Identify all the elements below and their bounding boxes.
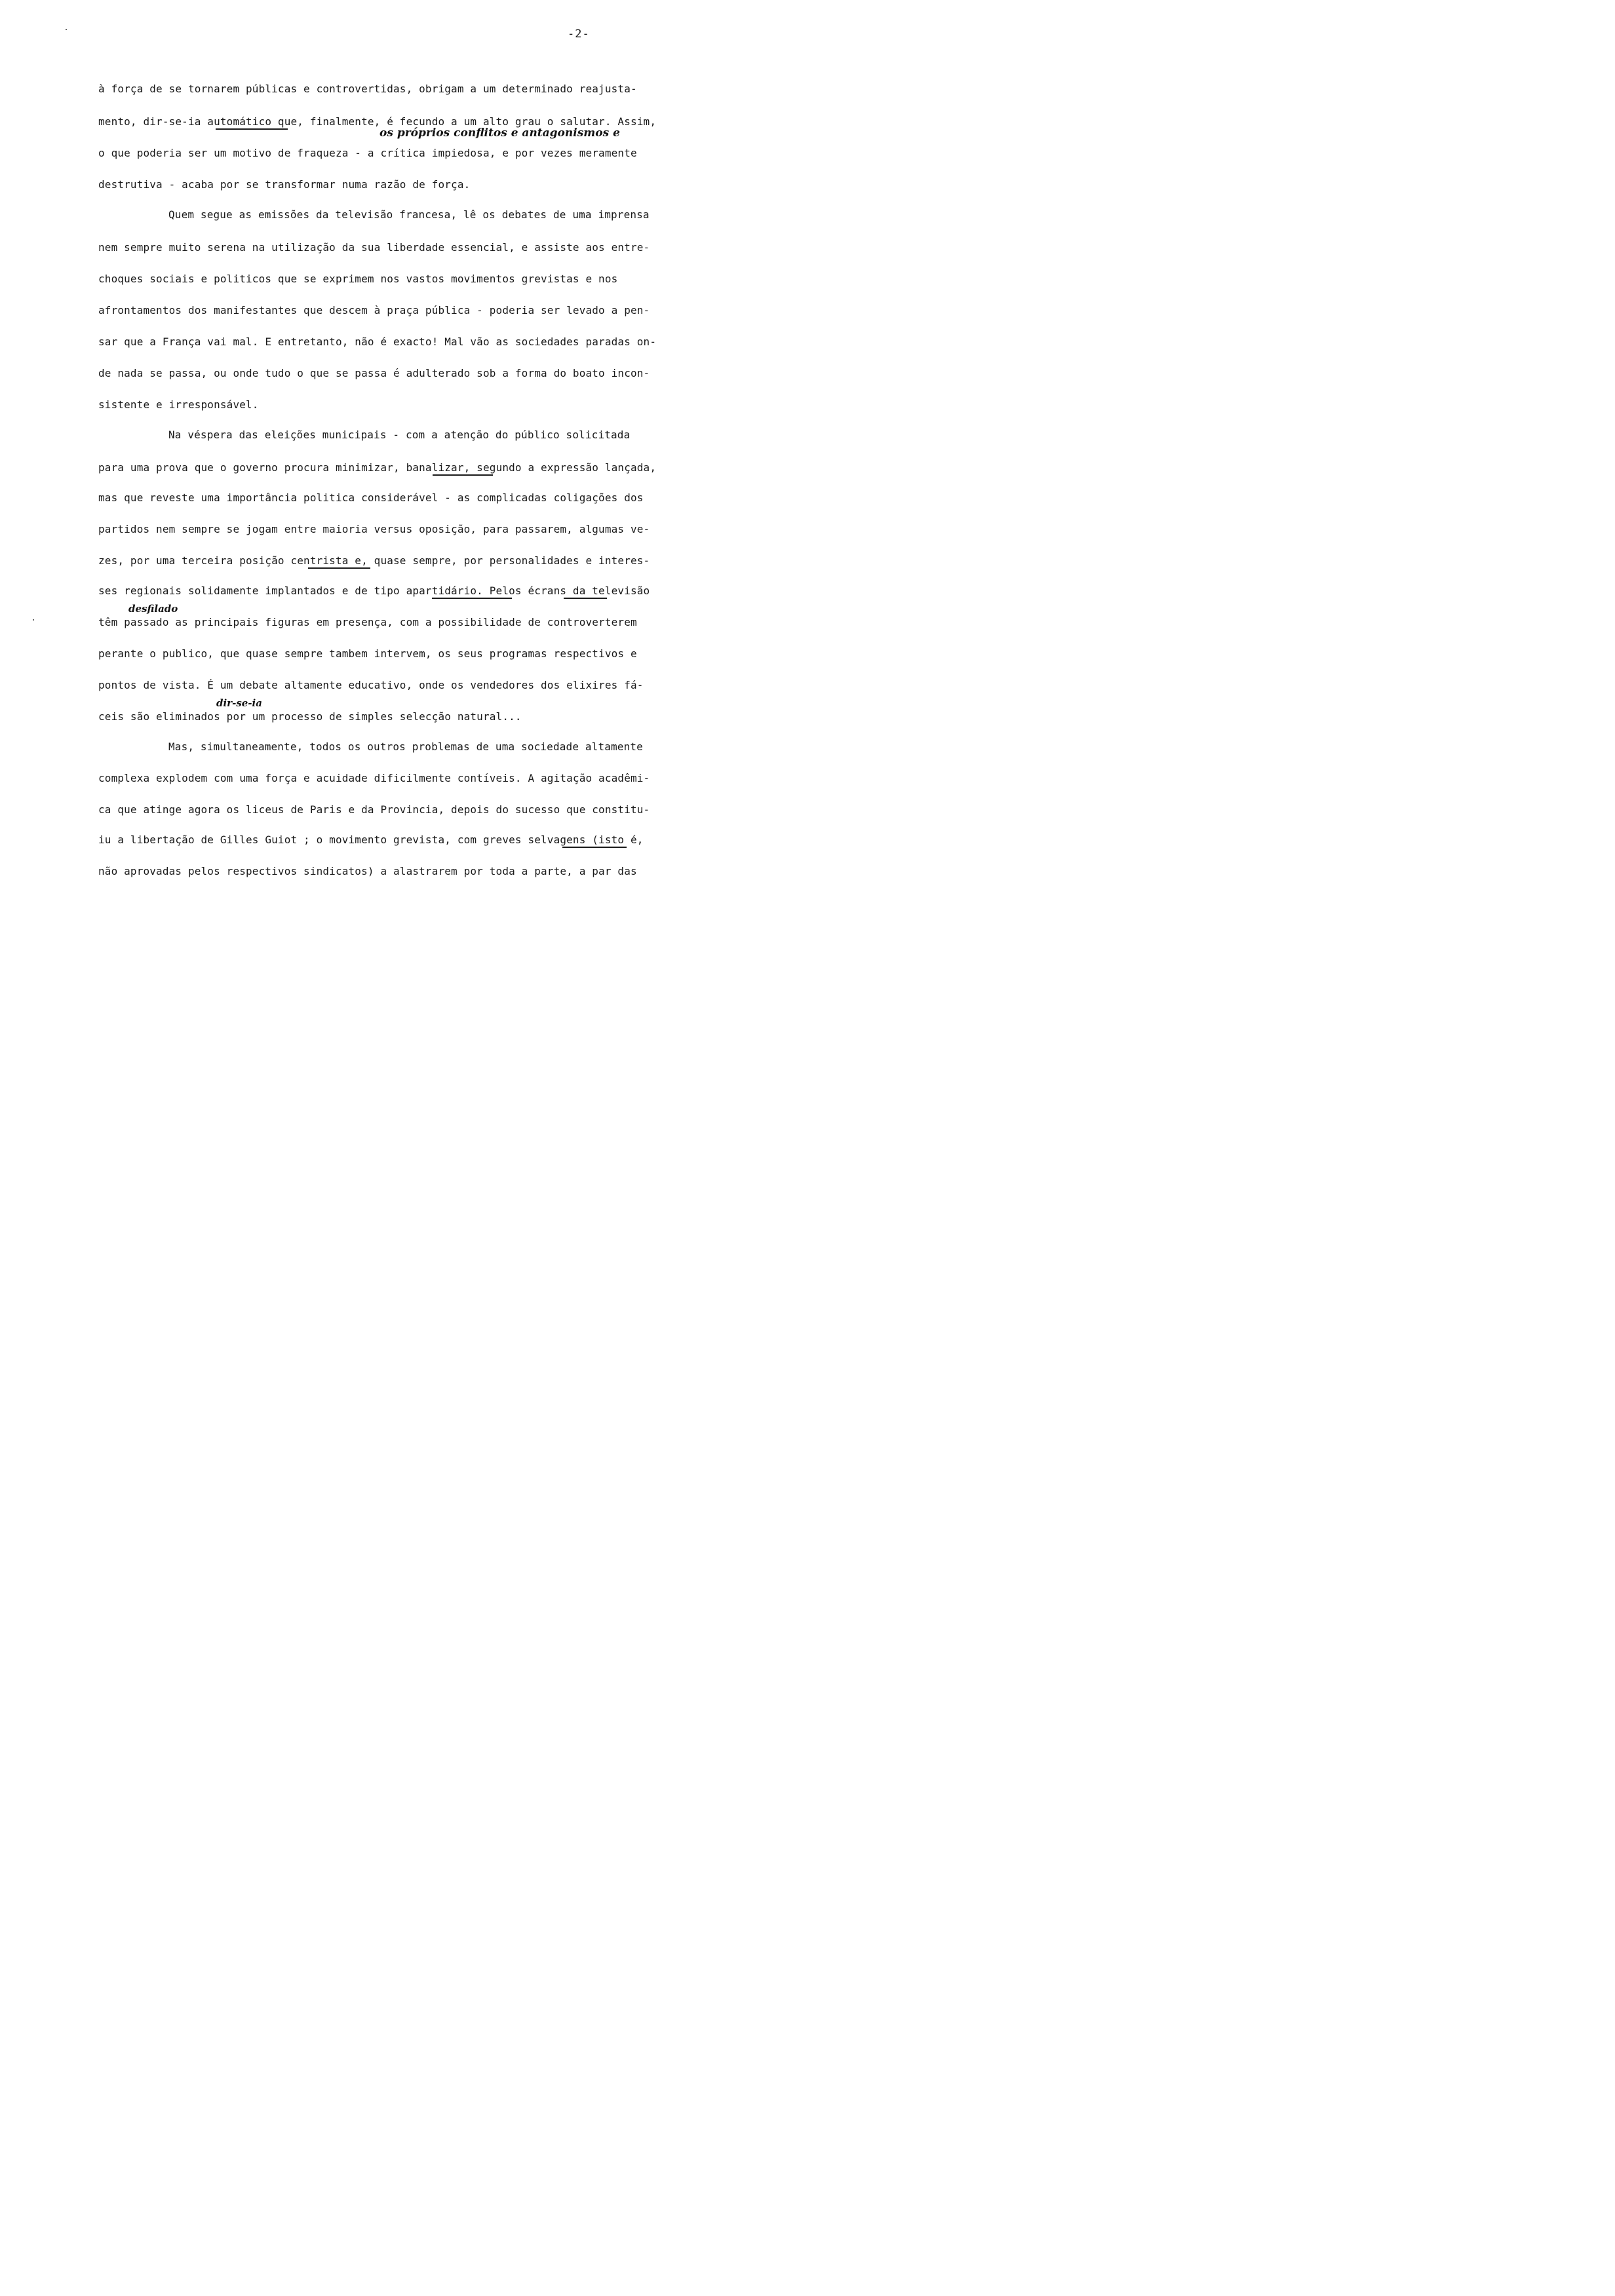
text-line: mas que reveste uma importância politica considerável - as complicadas coligações dos: [98, 491, 644, 504]
underline-mark: [433, 474, 493, 476]
text-line: mento, dir-se-ia automático que, finalmente, é fecundo a um alto grau o salutar. Assim,: [98, 115, 657, 128]
text-line: têm passado as principais figuras em presença, com a possibilidade de controverterem: [98, 616, 637, 628]
text-line: choques sociais e politicos que se exprimem nos vastos movimentos grevistas e nos: [98, 273, 618, 285]
text-line: Quem segue as emissões da televisão francesa, lê os debates de uma imprensa: [168, 208, 650, 221]
text-line: sar que a França vai mal. E entretanto, não é exacto! Mal vão as sociedades paradas on-: [98, 335, 657, 348]
text-line: afrontamentos dos manifestantes que descem à praça pública - poderia ser levado a pen-: [98, 304, 650, 316]
text-line: Mas, simultaneamente, todos os outros problemas de uma sociedade altamente: [168, 740, 643, 753]
text-line: de nada se passa, ou onde tudo o que se passa é adulterado sob a forma do boato incon-: [98, 367, 650, 379]
handwritten-insertion-conflitos: os próprios conflitos e antagonismos e: [379, 126, 620, 140]
text-line: zes, por uma terceira posição centrista e, quase sempre, por personalidades e interes-: [98, 554, 650, 567]
underline-mark: [216, 128, 288, 130]
scan-speck: [33, 619, 34, 621]
text-line: ceis são eliminados por um processo de simples selecção natural...: [98, 710, 522, 723]
text-line: à força de se tornarem públicas e controvertidas, obrigam a um determinado reajusta-: [98, 83, 637, 95]
underline-mark: [562, 847, 627, 848]
text-line: perante o publico, que quase sempre tambem intervem, os seus programas respectivos e: [98, 647, 637, 660]
underline-mark: [564, 598, 607, 599]
text-line: ca que atinge agora os liceus de Paris e da Provincia, depois do sucesso que constitu-: [98, 803, 650, 816]
text-line: pontos de vista. É um debate altamente educativo, onde os vendedores dos elixires fá-: [98, 679, 644, 691]
text-line: Na véspera das eleições municipais - com a atenção do público solicitada: [168, 429, 631, 441]
handwritten-insertion-desfilado: desfilado: [128, 603, 178, 615]
handwritten-insertion-dir-se-ia: dir-se-ia: [216, 697, 262, 709]
text-line: ses regionais solidamente implantados e de tipo apartidário. Pelos écrans da televisão: [98, 584, 650, 597]
text-line: iu a libertação de Gilles Guiot ; o movimento grevista, com greves selvagens (isto é,: [98, 833, 644, 846]
text-line: destrutiva - acaba por se transformar numa razão de força.: [98, 178, 471, 191]
text-line: complexa explodem com uma força e acuidade dificilmente contíveis. A agitação acadêmi-: [98, 772, 650, 784]
text-line: não aprovadas pelos respectivos sindicatos) a alastrarem por toda a parte, a par das: [98, 865, 637, 877]
underline-mark: [308, 567, 370, 569]
page-number: -2-: [568, 28, 590, 41]
text-line: para uma prova que o governo procura minimizar, banalizar, segundo a expressão lançada,: [98, 461, 657, 474]
text-line: nem sempre muito serena na utilização da sua liberdade essencial, e assiste aos entre-: [98, 241, 650, 254]
text-line: sistente e irresponsável.: [98, 398, 259, 411]
scan-speck: [66, 29, 67, 30]
document-page: [0, 0, 728, 1035]
underline-mark: [432, 598, 512, 599]
text-line: o que poderia ser um motivo de fraqueza - a crítica impiedosa, e por vezes meramente: [98, 147, 637, 159]
text-line: partidos nem sempre se jogam entre maioria versus oposição, para passarem, algumas ve-: [98, 523, 650, 535]
